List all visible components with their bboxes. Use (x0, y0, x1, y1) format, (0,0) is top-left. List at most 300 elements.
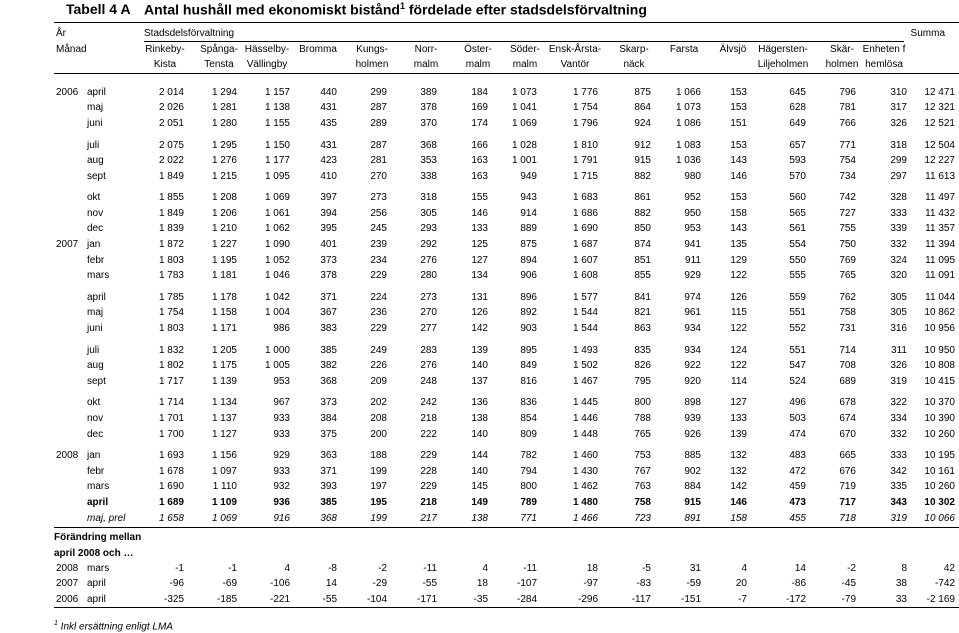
table-cell: 782 (520, 450, 537, 461)
change-cell: 8 (901, 563, 907, 574)
table-cell: 1 066 (675, 87, 701, 98)
change-row-month: april (87, 578, 106, 589)
table-cell: 1 036 (675, 155, 701, 166)
table-cell: 1 577 (572, 292, 598, 303)
table-cell: 1 448 (572, 429, 598, 440)
table-cell: 932 (273, 481, 290, 492)
table-cell: 953 (684, 223, 701, 234)
table-cell: 781 (839, 102, 856, 113)
table-cell: 980 (684, 171, 701, 182)
change-cell: 4 (741, 563, 747, 574)
change-cell: -29 (372, 578, 387, 589)
table-cell: 1 803 (158, 255, 184, 266)
table-cell: 895 (520, 345, 537, 356)
change-cell: 33 (895, 594, 907, 605)
column-header-line1: Skär- (830, 44, 854, 55)
table-cell: 145 (471, 481, 488, 492)
change-cell: 31 (689, 563, 701, 574)
table-cell: 297 (890, 171, 907, 182)
table-cell: 826 (634, 360, 651, 371)
table-cell: 200 (370, 429, 387, 440)
table-cell: 552 (789, 323, 806, 334)
table-cell: 342 (890, 466, 907, 477)
table-cell: 375 (320, 429, 337, 440)
column-header-line2: malm (413, 59, 439, 70)
change-cell: -742 (934, 578, 955, 589)
table-cell: 208 (370, 413, 387, 424)
table-cell: 394 (320, 208, 337, 219)
table-cell: 714 (839, 345, 856, 356)
table-cell: 929 (273, 450, 290, 461)
table-cell: 1 776 (572, 87, 598, 98)
table-cell: 2 014 (158, 87, 184, 98)
table-cell: 122 (730, 270, 747, 281)
table-cell: 503 (789, 413, 806, 424)
table-cell: 689 (839, 376, 856, 387)
title-text-tail: fördelade efter stadsdelsförvaltning (404, 1, 647, 18)
table-cell: 11 091 (925, 270, 955, 281)
table-cell: 319 (890, 513, 907, 524)
table-cell: 936 (273, 497, 290, 508)
table-cell: 155 (471, 192, 488, 203)
table-cell: 10 862 (924, 307, 955, 318)
table-cell: 299 (890, 155, 907, 166)
table-cell: 1 839 (158, 223, 184, 234)
column-header-line1: Hägersten- (758, 44, 808, 55)
table-cell: 771 (839, 140, 856, 151)
table-cell: 10 260 (924, 429, 955, 440)
row-month: aug (87, 360, 104, 371)
change-cell: -117 (631, 594, 651, 605)
table-cell: 11 095 (925, 255, 955, 266)
table-cell: 1 181 (211, 270, 237, 281)
column-header-line1: Norr- (414, 44, 438, 55)
table-cell: 389 (420, 87, 437, 98)
table-title (144, 1, 647, 18)
table-cell: 1 544 (572, 323, 598, 334)
table-cell: 316 (890, 323, 907, 334)
change-cell: -35 (473, 594, 488, 605)
change-cell: -2 169 (926, 594, 955, 605)
table-cell: 277 (420, 323, 437, 334)
column-header-line2: malm (512, 59, 538, 70)
table-cell: 934 (684, 323, 701, 334)
table-cell: 229 (420, 481, 437, 492)
table-cell: 1 000 (264, 345, 290, 356)
table-cell: 10 370 (924, 397, 955, 408)
change-cell: -97 (583, 578, 598, 589)
table-cell: 555 (789, 270, 806, 281)
table-cell: 570 (789, 171, 806, 182)
table-cell: 771 (520, 513, 537, 524)
table-cell: 952 (684, 192, 701, 203)
table-cell: 305 (890, 307, 907, 318)
table-cell: 134 (471, 270, 488, 281)
table-cell: 1 493 (572, 345, 598, 356)
table-cell: 1 155 (264, 118, 290, 129)
table-cell: 734 (839, 171, 856, 182)
table-cell: 1 175 (211, 360, 237, 371)
table-cell: 916 (273, 513, 290, 524)
table-cell: 132 (730, 450, 747, 461)
table-cell: 1 028 (511, 140, 537, 151)
table-cell: 11 432 (925, 208, 955, 219)
table-cell: 891 (684, 513, 701, 524)
table-cell: 565 (789, 208, 806, 219)
table-cell: 1 810 (572, 140, 598, 151)
table-cell: 1 683 (572, 192, 598, 203)
table-cell: 933 (273, 413, 290, 424)
table-cell: 378 (420, 102, 437, 113)
table-cell: 950 (684, 208, 701, 219)
title-footnote-marker: 1 (399, 1, 405, 11)
table-cell: 293 (420, 223, 437, 234)
change-cell: 42 (943, 563, 955, 574)
table-cell: 273 (370, 192, 387, 203)
table-cell: 766 (839, 118, 856, 129)
table-cell: 855 (634, 270, 651, 281)
table-cell: 472 (789, 466, 806, 477)
table-cell: 949 (520, 171, 537, 182)
row-month: juni (87, 323, 103, 334)
table-cell: 455 (789, 513, 806, 524)
table-cell: 902 (684, 466, 701, 477)
table-cell: 229 (420, 450, 437, 461)
column-header-line1: Söder- (509, 44, 540, 55)
table-cell: 289 (370, 118, 387, 129)
column-header-line1: Ensk-Årsta- (548, 44, 602, 55)
change-cell: -151 (680, 594, 701, 605)
table-cell: 338 (420, 171, 437, 182)
table-cell: 334 (890, 413, 907, 424)
table-cell: 153 (730, 87, 747, 98)
change-cell: -86 (791, 578, 806, 589)
table-cell: 914 (520, 208, 537, 219)
row-month: febr (87, 466, 105, 477)
change-cell: -1 (175, 563, 184, 574)
table-cell: 127 (730, 397, 747, 408)
table-cell: 2 022 (158, 155, 184, 166)
change-cell: 20 (735, 578, 747, 589)
table-cell: 363 (320, 450, 337, 461)
table-cell: 924 (634, 118, 651, 129)
table-cell: 283 (420, 345, 437, 356)
row-month: febr (87, 255, 105, 266)
table-cell: 248 (420, 376, 437, 387)
change-cell: -1 (228, 563, 237, 574)
table-cell: 10 302 (924, 497, 955, 508)
table-cell: 727 (839, 208, 856, 219)
row-month: nov (87, 208, 104, 219)
table-cell: 287 (370, 140, 387, 151)
table-cell: 324 (890, 255, 907, 266)
table-cell: 229 (370, 270, 387, 281)
table-cell: 473 (789, 497, 806, 508)
table-cell: 758 (839, 307, 856, 318)
table-cell: 1 157 (264, 87, 290, 98)
row-month: okt (87, 397, 101, 408)
change-cell: -5 (642, 563, 651, 574)
row-month: mars (87, 481, 110, 492)
table-cell: 1 701 (158, 413, 184, 424)
table-cell: 755 (839, 223, 856, 234)
table-cell: 163 (471, 155, 488, 166)
table-cell: 1 215 (211, 171, 237, 182)
table-cell: 199 (370, 513, 387, 524)
table-cell: 1 855 (158, 192, 184, 203)
table-cell: 10 390 (924, 413, 955, 424)
table-cell: 368 (420, 140, 437, 151)
row-month: jan (87, 450, 101, 461)
table-cell: 1 872 (158, 239, 184, 250)
table-cell: 371 (320, 292, 337, 303)
table-cell: 795 (634, 376, 651, 387)
table-cell: 1 004 (264, 307, 290, 318)
footnote-marker: 1 (54, 620, 58, 627)
table-cell: 305 (890, 292, 907, 303)
table-cell: 114 (731, 376, 747, 387)
table-cell: 657 (789, 140, 806, 151)
table-cell: 1 849 (158, 208, 184, 219)
table-cell: 229 (370, 323, 387, 334)
table-cell: 941 (684, 239, 701, 250)
table-cell: 2 026 (158, 102, 184, 113)
table-cell: 1 678 (158, 466, 184, 477)
table-cell: 127 (471, 255, 488, 266)
table-cell: 199 (370, 466, 387, 477)
table-cell: 133 (730, 413, 747, 424)
table-cell: 270 (370, 171, 387, 182)
table-cell: 317 (890, 102, 907, 113)
row-month: aug (87, 155, 104, 166)
table-cell: 1 832 (158, 345, 184, 356)
change-cell: -11 (523, 563, 537, 574)
table-cell: 754 (839, 155, 856, 166)
change-cell: -45 (841, 578, 856, 589)
group-header: Stadsdelsförvaltning (144, 28, 235, 39)
table-cell: 184 (471, 87, 488, 98)
change-cell: -172 (785, 594, 806, 605)
table-cell: 368 (320, 376, 337, 387)
table-cell: 319 (890, 376, 907, 387)
table-cell: 401 (320, 239, 337, 250)
row-month: dec (87, 429, 104, 440)
table-cell: 133 (471, 223, 488, 234)
table-cell: 800 (520, 481, 537, 492)
row-month: mars (87, 270, 110, 281)
row-month: okt (87, 192, 101, 203)
table-cell: 1 717 (158, 376, 184, 387)
row-month: april (87, 497, 109, 508)
table-cell: 708 (839, 360, 856, 371)
change-section-label: april 2008 och … (54, 548, 134, 559)
table-cell: 10 066 (924, 513, 955, 524)
table-cell: 385 (320, 345, 337, 356)
footnote-text: Inkl ersättning enligt LMA (57, 621, 173, 633)
table-cell: 137 (471, 376, 488, 387)
sum-header: Summa (910, 28, 945, 39)
table-cell: 217 (420, 513, 437, 524)
table-cell: 906 (520, 270, 537, 281)
table-cell: 765 (634, 429, 651, 440)
table-cell: 861 (634, 192, 651, 203)
table-cell: 368 (320, 513, 337, 524)
table-cell: 1 110 (212, 481, 237, 492)
table-cell: 1 052 (264, 255, 290, 266)
table-cell: 1 791 (572, 155, 598, 166)
table-cell: 474 (789, 429, 806, 440)
column-header-line2: Tensta (204, 59, 234, 70)
table-cell: 299 (370, 87, 387, 98)
column-header-line2: Kista (153, 59, 177, 70)
change-cell: -79 (841, 594, 856, 605)
group-rule (144, 41, 904, 42)
row-year: 2008 (56, 450, 79, 461)
table-cell: 765 (839, 270, 856, 281)
table-cell: 934 (684, 345, 701, 356)
table-cell: 929 (684, 270, 701, 281)
table-cell: 1 208 (211, 192, 237, 203)
change-cell: 14 (325, 578, 337, 589)
table-cell: 1 227 (211, 239, 237, 250)
table-cell: 236 (370, 307, 387, 318)
change-section-label: Förändring mellan (54, 532, 142, 543)
table-cell: 209 (370, 376, 387, 387)
table-cell: 961 (684, 307, 701, 318)
row-month: juni (87, 118, 103, 129)
row-month: juli (87, 345, 100, 356)
table-cell: 1 005 (264, 360, 290, 371)
table-cell: 143 (730, 155, 747, 166)
table-cell: 122 (730, 323, 747, 334)
table-cell: 10 950 (924, 345, 955, 356)
section-top-rule (54, 527, 959, 528)
table-cell: 1 095 (264, 171, 290, 182)
table-cell: 276 (420, 255, 437, 266)
table-cell: 1 715 (572, 171, 598, 182)
table-cell: 849 (520, 360, 537, 371)
table-cell: 335 (890, 481, 907, 492)
table-cell: 841 (634, 292, 651, 303)
table-cell: 10 195 (924, 450, 955, 461)
table-cell: 796 (839, 87, 856, 98)
table-cell: 256 (370, 208, 387, 219)
change-cell: -7 (738, 594, 747, 605)
table-cell: 153 (730, 102, 747, 113)
table-cell: 397 (320, 192, 337, 203)
table-cell: 1 156 (211, 450, 237, 461)
table-cell: 146 (730, 171, 747, 182)
table-cell: 769 (839, 255, 856, 266)
change-cell: 4 (284, 563, 290, 574)
table-cell: 821 (634, 307, 651, 318)
table-cell: 1 700 (158, 429, 184, 440)
table-cell: 384 (320, 413, 337, 424)
table-cell: 11 613 (925, 171, 955, 182)
table-cell: 850 (634, 223, 651, 234)
table-cell: 138 (471, 513, 488, 524)
change-cell: -8 (328, 563, 337, 574)
table-cell: 1 138 (264, 102, 290, 113)
table-cell: 122 (730, 360, 747, 371)
table-cell: 1 690 (572, 223, 598, 234)
table-cell: 1 206 (211, 208, 237, 219)
table-cell: 1 686 (572, 208, 598, 219)
change-cell: -171 (416, 594, 437, 605)
table-cell: 125 (471, 239, 488, 250)
row-month: sept (87, 376, 106, 387)
table-cell: 1 607 (572, 255, 598, 266)
table-cell: 1 097 (211, 466, 237, 477)
table-cell: 310 (890, 87, 907, 98)
column-header-line1: Farsta (669, 44, 699, 55)
table-cell: 1 109 (211, 497, 237, 508)
table-cell: 767 (634, 466, 651, 477)
table-cell: 731 (839, 323, 856, 334)
table-cell: 151 (730, 118, 747, 129)
table-cell: 222 (420, 429, 437, 440)
table-cell: 750 (839, 239, 856, 250)
change-row-year: 2008 (56, 563, 79, 574)
row-year: 2006 (56, 87, 79, 98)
table-cell: 126 (471, 307, 488, 318)
table-cell: 1 090 (264, 239, 290, 250)
table-cell: 912 (634, 140, 651, 151)
table-cell: 885 (684, 450, 701, 461)
change-cell: -107 (516, 578, 537, 589)
table-cell: 12 227 (924, 155, 955, 166)
row-year: 2007 (56, 239, 79, 250)
column-header-line1: Spånga- (200, 44, 238, 55)
table-cell: 1 137 (211, 413, 237, 424)
table-cell: 153 (730, 192, 747, 203)
table-cell: 326 (890, 360, 907, 371)
change-cell: -106 (269, 578, 290, 589)
table-cell: 851 (634, 255, 651, 266)
change-row-month: april (87, 594, 106, 605)
table-cell: 1 544 (572, 307, 598, 318)
table-cell: 933 (273, 466, 290, 477)
table-cell: 320 (890, 270, 907, 281)
table-cell: 1 195 (211, 255, 237, 266)
table-cell: 163 (471, 171, 488, 182)
table-cell: 894 (520, 255, 537, 266)
table-cell: 10 956 (924, 323, 955, 334)
change-cell: -185 (216, 594, 237, 605)
column-header-line2: Vällingby (246, 59, 288, 70)
table-cell: 410 (320, 171, 337, 182)
table-cell: 1 754 (572, 102, 598, 113)
table-cell: 762 (839, 292, 856, 303)
change-cell: -55 (322, 594, 337, 605)
table-cell: 1 796 (572, 118, 598, 129)
table-cell: 953 (273, 376, 290, 387)
column-header-line2: malm (465, 59, 491, 70)
table-cell: 1 849 (158, 171, 184, 182)
table-cell: 593 (789, 155, 806, 166)
footnote (54, 620, 173, 632)
header-bottom-rule (54, 73, 959, 74)
table-cell: 242 (420, 397, 437, 408)
table-cell: 174 (471, 118, 488, 129)
table-cell: 1 041 (511, 102, 537, 113)
column-header-line1: Bromma (299, 44, 337, 55)
table-cell: 270 (420, 307, 437, 318)
table-cell: 132 (730, 466, 747, 477)
table-cell: 1 714 (158, 397, 184, 408)
table-cell: 249 (370, 345, 387, 356)
table-cell: 287 (370, 102, 387, 113)
